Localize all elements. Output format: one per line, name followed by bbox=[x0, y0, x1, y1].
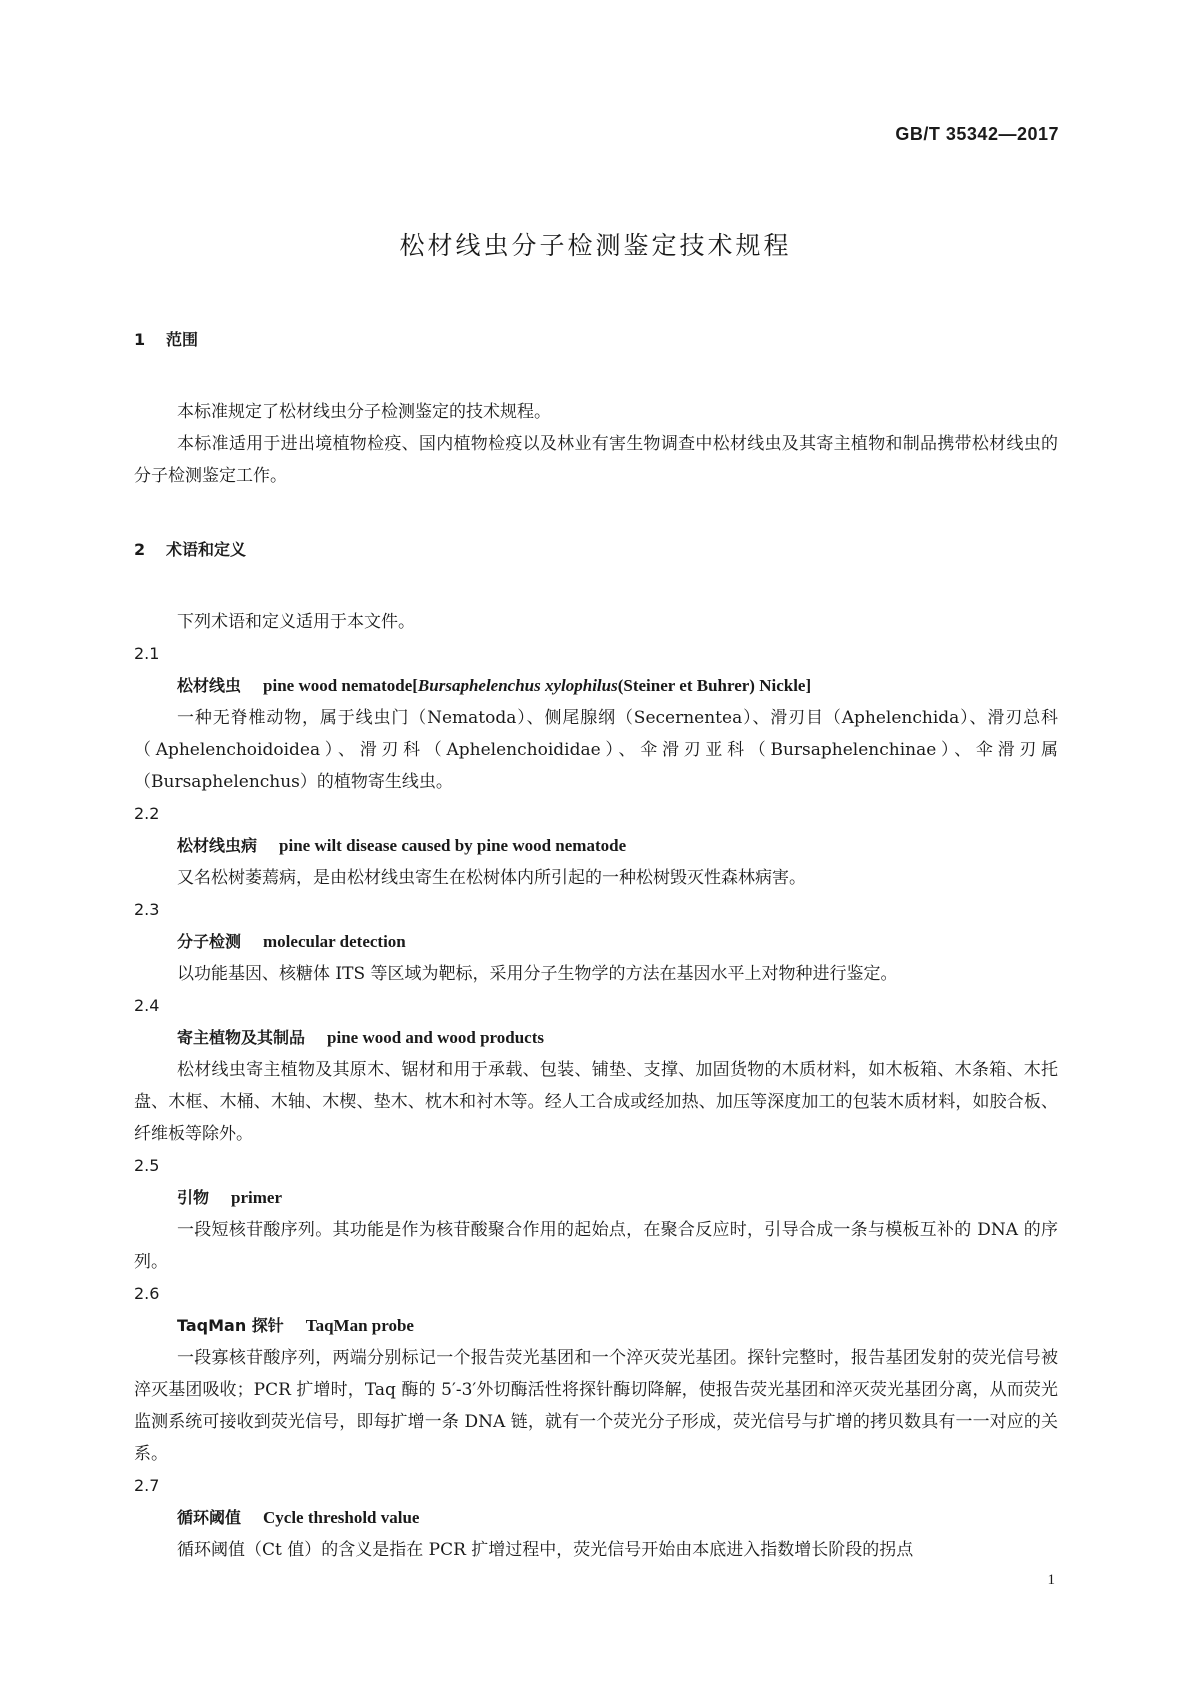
document-title: 松材线虫分子检测鉴定技术规程 bbox=[399, 231, 792, 260]
standard-number: GB/T 35342—2017 bbox=[895, 124, 1059, 144]
section-heading-terms bbox=[134, 538, 1058, 562]
term-chinese: 分子检测 bbox=[177, 932, 242, 951]
term-definition: 循环阈值（Ct 值）的含义是指在 PCR 扩增过程中，荧光信号开始由本底进入指数增长阶段的拐点 bbox=[177, 1540, 914, 1560]
term-english: molecular detection bbox=[263, 932, 406, 951]
scope-paragraph: 本标准规定了松材线虫分子检测鉴定的技术规程。 bbox=[177, 402, 551, 422]
term-entry bbox=[134, 926, 1058, 958]
clause-number: 2.2 bbox=[134, 804, 160, 823]
term-entry bbox=[134, 1182, 1058, 1214]
term-chinese: 引物 bbox=[177, 1188, 210, 1207]
term-entry bbox=[134, 670, 1058, 702]
term-chinese: 循环阈值 bbox=[177, 1508, 242, 1527]
term-english: primer bbox=[231, 1188, 282, 1207]
term-chinese: TaqMan 探针 bbox=[177, 1316, 284, 1335]
clause-number: 2.6 bbox=[134, 1284, 160, 1303]
clause-number: 2.3 bbox=[134, 900, 160, 919]
clause-number: 2.1 bbox=[134, 644, 160, 663]
term-entry bbox=[134, 1310, 1058, 1342]
term-english-suffix: (Steiner et Buhrer) Nickle] bbox=[617, 676, 812, 695]
term-definition: 松材线虫寄主植物及其原木、锯材和用于承载、包装、铺垫、支撑、加固货物的木质材料，如木板箱、木条箱、木托盘、木框、木桶、木轴、木楔、垫木、枕木和衬木等。经人工合成或经加热、加压等深度加工的包装木质材料，如胶合板、纤维板等除外。 bbox=[134, 1060, 1058, 1144]
term-chinese: 松材线虫病 bbox=[177, 836, 258, 855]
section-heading-scope bbox=[134, 328, 1058, 352]
term-english: Cycle threshold value bbox=[263, 1508, 420, 1527]
document-body bbox=[134, 328, 1058, 1566]
term-entry bbox=[134, 1022, 1058, 1054]
section-title: 范围 bbox=[166, 330, 199, 349]
term-english: pine wilt disease caused by pine wood nematode bbox=[279, 836, 627, 855]
term-english: TaqMan probe bbox=[305, 1316, 414, 1335]
term-definition: 一段寡核苷酸序列，两端分别标记一个报告荧光基团和一个淬灭荧光基团。探针完整时，报告基团发射的荧光信号被淬灭基团吸收；PCR 扩增时，Taq 酶的 5′-3′外切酶活性将探针酶切降解，使报告荧光基团和淬灭荧光基团分离，从而荧光监测系统可接收到荧光信号，即每扩增一条 DNA 链，就有一个荧光分子形成，荧光信号与扩增的拷贝数具有一一对应的关系。 bbox=[134, 1348, 1058, 1464]
clause-number: 2.4 bbox=[134, 996, 160, 1015]
term-definition: 又名松树萎蔫病，是由松材线虫寄生在松树体内所引起的一种松树毁灭性森林病害。 bbox=[177, 868, 806, 888]
term-english: pine wood and wood products bbox=[327, 1028, 544, 1047]
term-scientific-name: Bursaphelenchus xylophilus bbox=[417, 676, 618, 695]
terms-intro: 下列术语和定义适用于本文件。 bbox=[177, 612, 415, 632]
clause-number: 2.5 bbox=[134, 1156, 160, 1175]
term-definition: 以功能基因、核糖体 ITS 等区域为靶标，采用分子生物学的方法在基因水平上对物种进行鉴定。 bbox=[177, 964, 898, 984]
term-chinese: 寄主植物及其制品 bbox=[177, 1028, 306, 1047]
section-number: 1 bbox=[134, 330, 146, 349]
term-english bbox=[263, 676, 811, 695]
clause-number: 2.7 bbox=[134, 1476, 160, 1495]
term-entry bbox=[134, 830, 1058, 862]
term-chinese: 松材线虫 bbox=[177, 676, 242, 695]
section-number: 2 bbox=[134, 540, 146, 559]
section-title: 术语和定义 bbox=[166, 540, 247, 559]
page-number: 1 bbox=[1047, 1572, 1055, 1588]
term-definition: 一段短核苷酸序列。其功能是作为核苷酸聚合作用的起始点，在聚合反应时，引导合成一条与模板互补的 DNA 的序列。 bbox=[134, 1220, 1058, 1272]
scope-paragraph: 本标准适用于进出境植物检疫、国内植物检疫以及林业有害生物调查中松材线虫及其寄主植物和制品携带松材线虫的分子检测鉴定工作。 bbox=[134, 434, 1058, 486]
term-entry bbox=[134, 1502, 1058, 1534]
term-english-prefix: pine wood nematode[ bbox=[263, 676, 418, 695]
term-definition: 一种无脊椎动物，属于线虫门（Nematoda）、侧尾腺纲（Secernentea）、滑刃目（Aphelenchida）、滑刃总科（Aphelenchoidoidea）、滑刃科（Aphelenchoididae）、伞滑刃亚科（Bursaphelenchinae）、伞滑刃属（Bursaphelenchus）的植物寄生线虫。 bbox=[134, 708, 1058, 792]
